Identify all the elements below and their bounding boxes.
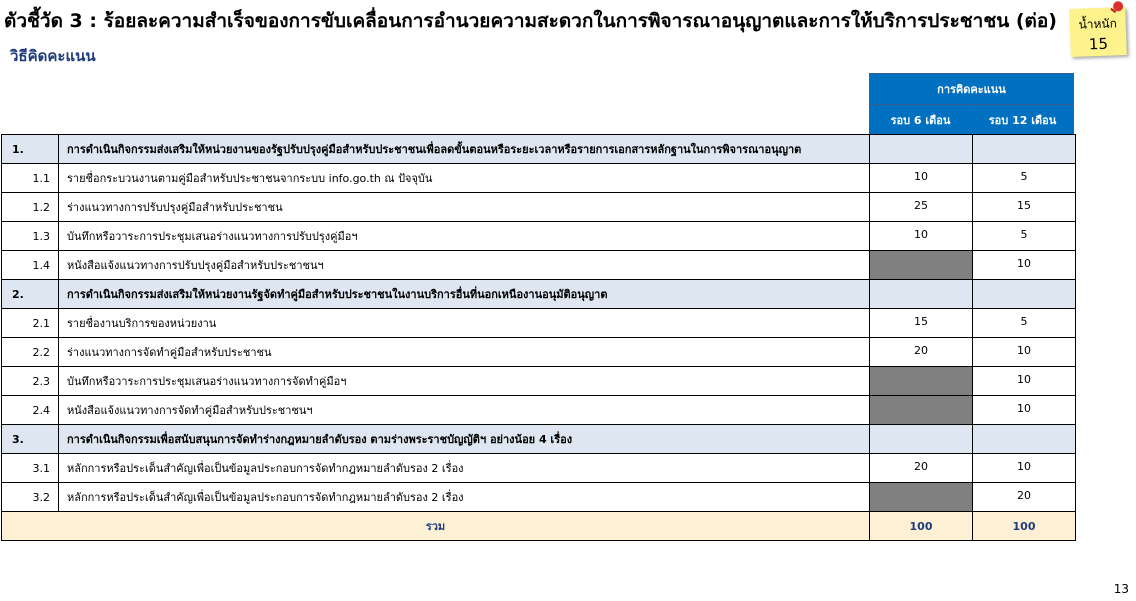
score-6-month: 10 bbox=[870, 222, 973, 251]
score-12-month: 10 bbox=[973, 454, 1076, 483]
table-row bbox=[2, 454, 1076, 483]
total-row bbox=[2, 512, 1076, 541]
row-description: การดำเนินกิจกรรมส่งเสริมให้หน่วยงานของรัฐปรับปรุงคู่มือสำหรับประชาชนเพื่อลดขั้นตอนหรือระยะเวลาหรือรายการเอกสารหลักฐานในการพิจารณาอนุญาต bbox=[59, 135, 870, 164]
header-12-month: รอบ 12 เดือน bbox=[971, 104, 1074, 135]
table-row bbox=[2, 309, 1076, 338]
score-6-month bbox=[870, 367, 973, 396]
table-row bbox=[2, 222, 1076, 251]
row-number: 3. bbox=[2, 425, 59, 454]
score-12-month: 5 bbox=[973, 164, 1076, 193]
score-12-month: 10 bbox=[973, 251, 1076, 280]
row-number: 1. bbox=[2, 135, 59, 164]
total-6-month: 100 bbox=[870, 512, 973, 541]
scoring-header: การคิดคะแนน bbox=[869, 73, 1074, 105]
score-6-month: 25 bbox=[870, 193, 973, 222]
score-12-month bbox=[973, 280, 1076, 309]
table-row bbox=[2, 251, 1076, 280]
section-row bbox=[2, 135, 1076, 164]
page-title: ตัวชี้วัด 3 : ร้อยละความสำเร็จของการขับเคลื่อนการอำนวยความสะดวกในการพิจารณาอนุญาตและการให้บริการประชาชน (ต่อ) bbox=[4, 10, 1057, 32]
table-row bbox=[2, 164, 1076, 193]
score-6-month bbox=[870, 396, 973, 425]
row-number: 2.2 bbox=[2, 338, 59, 367]
row-description: หนังสือแจ้งแนวทางการปรับปรุงคู่มือสำหรับประชาชนฯ bbox=[59, 251, 870, 280]
table-row bbox=[2, 483, 1076, 512]
scoring-table bbox=[1, 134, 1076, 541]
row-description: หนังสือแจ้งแนวทางการจัดทำคู่มือสำหรับประชาชนฯ bbox=[59, 396, 870, 425]
score-6-month bbox=[870, 135, 973, 164]
row-description: บันทึกหรือวาระการประชุมเสนอร่างแนวทางการปรับปรุงคู่มือฯ bbox=[59, 222, 870, 251]
row-number: 3.2 bbox=[2, 483, 59, 512]
score-12-month: 5 bbox=[973, 309, 1076, 338]
row-number: 1.4 bbox=[2, 251, 59, 280]
score-12-month bbox=[973, 135, 1076, 164]
row-number: 1.3 bbox=[2, 222, 59, 251]
score-12-month bbox=[973, 425, 1076, 454]
header-6-month: รอบ 6 เดือน bbox=[869, 104, 972, 135]
weight-sticky-note bbox=[1069, 7, 1127, 57]
table-row bbox=[2, 193, 1076, 222]
row-number: 2.4 bbox=[2, 396, 59, 425]
section-row bbox=[2, 425, 1076, 454]
section-subtitle: วิธีคิดคะแนน bbox=[10, 47, 96, 65]
row-number: 1.2 bbox=[2, 193, 59, 222]
row-number: 3.1 bbox=[2, 454, 59, 483]
score-12-month: 20 bbox=[973, 483, 1076, 512]
row-description: รายชื่อกระบวนงานตามคู่มือสำหรับประชาชนจากระบบ info.go.th ณ ปัจจุบัน bbox=[59, 164, 870, 193]
score-12-month: 15 bbox=[973, 193, 1076, 222]
score-6-month: 20 bbox=[870, 454, 973, 483]
row-description: การดำเนินกิจกรรมเพื่อสนับสนุนการจัดทำร่างกฎหมายลำดับรอง ตามร่างพระราชบัญญัติฯ อย่างน้อย 4 เรื่อง bbox=[59, 425, 870, 454]
total-12-month: 100 bbox=[973, 512, 1076, 541]
score-12-month: 10 bbox=[973, 367, 1076, 396]
row-description: รายชื่องานบริการของหน่วยงาน bbox=[59, 309, 870, 338]
score-12-month: 10 bbox=[973, 396, 1076, 425]
score-6-month bbox=[870, 425, 973, 454]
row-number: 1.1 bbox=[2, 164, 59, 193]
section-row bbox=[2, 280, 1076, 309]
row-description: ร่างแนวทางการจัดทำคู่มือสำหรับประชาชน bbox=[59, 338, 870, 367]
table-row bbox=[2, 396, 1076, 425]
row-number: 2.3 bbox=[2, 367, 59, 396]
score-12-month: 10 bbox=[973, 338, 1076, 367]
score-6-month: 15 bbox=[870, 309, 973, 338]
row-description: บันทึกหรือวาระการประชุมเสนอร่างแนวทางการจัดทำคู่มือฯ bbox=[59, 367, 870, 396]
score-6-month bbox=[870, 483, 973, 512]
page-number: 13 bbox=[1113, 582, 1129, 596]
row-number: 2. bbox=[2, 280, 59, 309]
row-description: ร่างแนวทางการปรับปรุงคู่มือสำหรับประชาชน bbox=[59, 193, 870, 222]
row-description: หลักการหรือประเด็นสำคัญเพื่อเป็นข้อมูลประกอบการจัดทำกฎหมายลำดับรอง 2 เรื่อง bbox=[59, 454, 870, 483]
score-12-month: 5 bbox=[973, 222, 1076, 251]
score-6-month: 20 bbox=[870, 338, 973, 367]
weight-value: 15 bbox=[1088, 34, 1109, 54]
row-description: การดำเนินกิจกรรมส่งเสริมให้หน่วยงานรัฐจัดทำคู่มือสำหรับประชาชนในงานบริการอื่นที่นอกเหนืองานอนุมัติอนุญาต bbox=[59, 280, 870, 309]
score-6-month: 10 bbox=[870, 164, 973, 193]
table-row bbox=[2, 367, 1076, 396]
row-number: 2.1 bbox=[2, 309, 59, 338]
table-row bbox=[2, 338, 1076, 367]
score-6-month bbox=[870, 251, 973, 280]
weight-label: น้ำหนัก bbox=[1078, 16, 1118, 32]
total-label: รวม bbox=[2, 512, 870, 541]
score-6-month bbox=[870, 280, 973, 309]
row-description: หลักการหรือประเด็นสำคัญเพื่อเป็นข้อมูลประกอบการจัดทำกฎหมายลำดับรอง 2 เรื่อง bbox=[59, 483, 870, 512]
